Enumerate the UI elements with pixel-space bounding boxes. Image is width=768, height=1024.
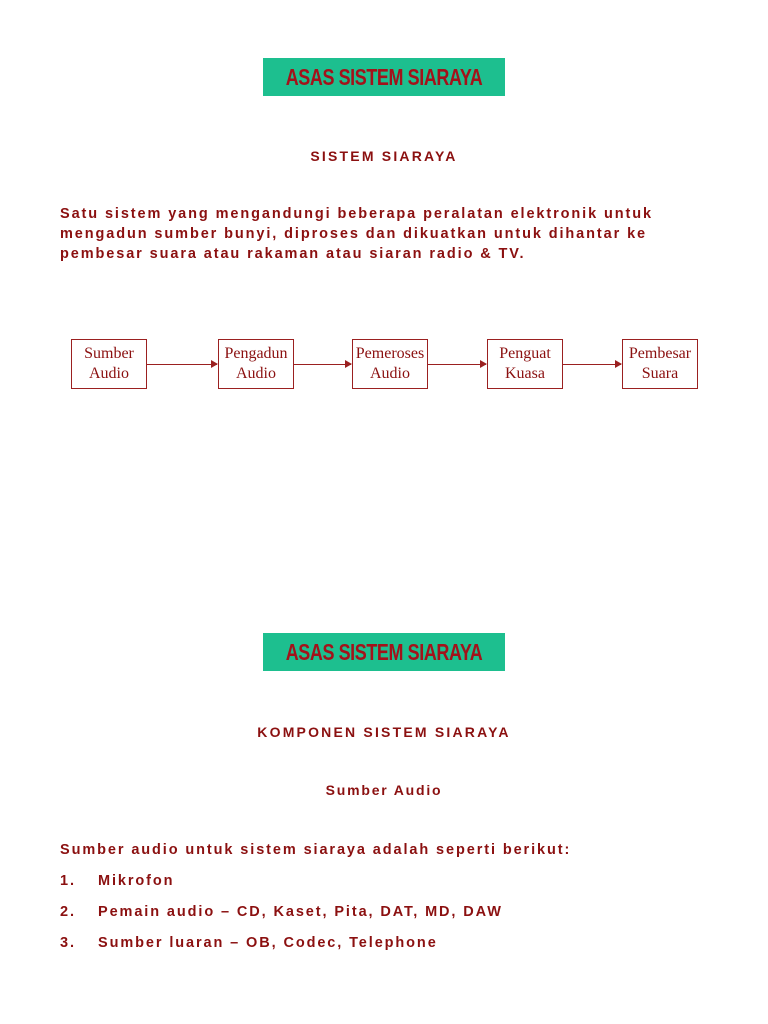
list-text: Sumber luaran – OB, Codec, Telephone (98, 935, 438, 951)
paragraph-line: pembesar suara atau rakaman atau siaran radio & TV. (60, 246, 526, 262)
flow-box-label: Penguat (499, 345, 551, 362)
flow-box-pembesar-suara (622, 339, 698, 389)
flow-box-penguat-kuasa (487, 339, 563, 389)
flow-box-label: Audio (89, 365, 129, 382)
slide1-title-banner (263, 58, 505, 96)
flow-box-label: Kuasa (505, 365, 545, 382)
list-item (60, 935, 438, 951)
flow-box-label: Sumber (84, 345, 134, 362)
flow-box-label: Pengadun (224, 345, 288, 362)
list-number: 3. (60, 935, 76, 951)
flow-box-label: Pemeroses (355, 345, 425, 362)
list-number: 2. (60, 904, 76, 920)
slide1-title: ASAS SISTEM SIARAYA (285, 63, 483, 90)
list-text: Pemain audio – CD, Kaset, Pita, DAT, MD, DAW (98, 904, 503, 920)
list-number: 1. (60, 873, 76, 889)
slide2-heading: KOMPONEN SISTEM SIARAYA (257, 724, 511, 740)
flow-box-label: Pembesar (628, 345, 692, 362)
slide2-intro: Sumber audio untuk sistem siaraya adalah seperti berikut: (60, 842, 572, 858)
flow-box-label: Audio (236, 365, 276, 382)
flow-arrow (294, 364, 351, 365)
slide1-heading: SISTEM SIARAYA (310, 148, 458, 164)
slide1-paragraph (60, 204, 740, 264)
flow-arrow (147, 364, 217, 365)
flow-arrow (428, 364, 486, 365)
list-item (60, 904, 503, 920)
flow-box-pemeroses-audio (352, 339, 428, 389)
slide2-title-banner (263, 633, 505, 671)
list-item (60, 873, 174, 889)
flow-box-label: Audio (370, 365, 410, 382)
flow-box-sumber-audio (71, 339, 147, 389)
slide2-title: ASAS SISTEM SIARAYA (285, 638, 483, 665)
flow-box-label: Suara (641, 365, 679, 382)
list-text: Mikrofon (98, 873, 175, 889)
slide2-subheading: Sumber Audio (325, 782, 443, 798)
flow-box-pengadun-audio (218, 339, 294, 389)
paragraph-line: Satu sistem yang mengandungi beberapa peralatan elektronik untuk (60, 206, 653, 222)
flow-arrow (563, 364, 621, 365)
paragraph-line: mengadun sumber bunyi, diproses dan dikuatkan untuk dihantar ke (60, 226, 647, 242)
